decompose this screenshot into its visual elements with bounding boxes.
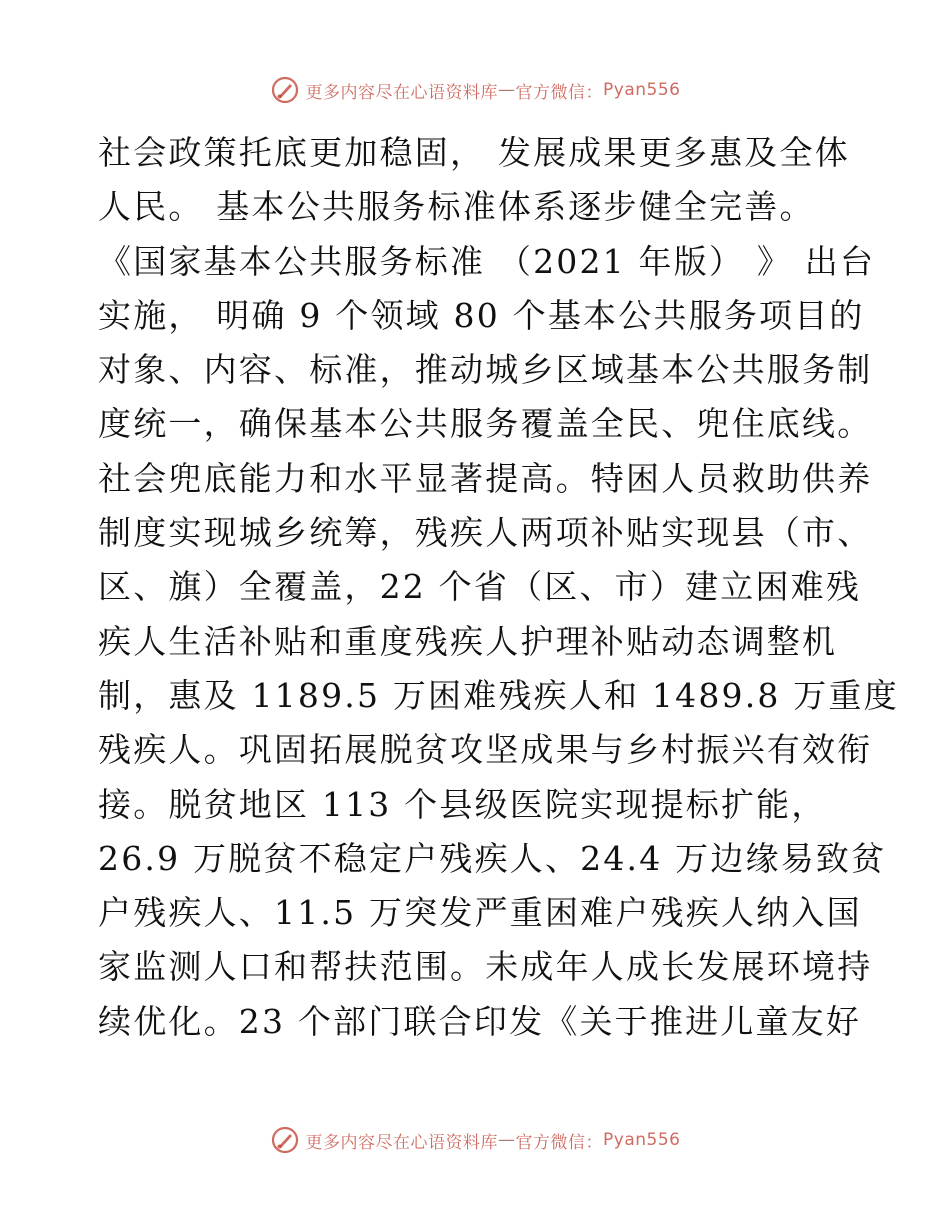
text-line: 户残疾人、11.5 万突发严重困难户残疾人纳入国 <box>98 893 862 933</box>
watermark-main-text: 更多内容尽在心语资料库 <box>305 82 499 103</box>
text-line: 疾人生活补贴和重度残疾人护理补贴动态调整机 <box>98 621 838 661</box>
watermark-wechat-label: 官方微信： <box>515 1132 604 1153</box>
watermark-wechat-id: Pyan556 <box>603 80 681 100</box>
text-line: 26.9 万脱贫不稳定户残疾人、24.4 万边缘易致贫 <box>98 838 887 878</box>
watermark-separator: — <box>498 80 516 100</box>
watermark-wechat-label: 官方微信： <box>515 82 604 103</box>
text-line: 续优化。23 个部门联合印发《关于推进儿童友好 <box>98 1001 862 1041</box>
header-watermark <box>0 72 950 108</box>
text-line: 制度实现城乡统筹，残疾人两项补贴实现县（市、 <box>98 513 873 553</box>
text-line: 社会兜底能力和水平显著提高。特困人员救助供养 <box>98 458 873 498</box>
quill-logo-icon <box>270 75 300 105</box>
watermark-wechat-id: Pyan556 <box>603 1130 681 1150</box>
text-line: 实施， 明确 9 个领域 80 个基本公共服务项目的 <box>98 295 865 335</box>
text-line: 对象、内容、标准，推动城乡区域基本公共服务制 <box>98 350 873 390</box>
footer-watermark <box>0 1122 950 1158</box>
text-line: 人民。 基本公共服务标准体系逐步健全完善。 <box>98 187 815 227</box>
watermark-main-text: 更多内容尽在心语资料库 <box>305 1132 499 1153</box>
text-line: 社会政策托底更加稳固， 发展成果更多惠及全体 <box>98 133 850 172</box>
document-body <box>98 126 899 1049</box>
text-line: 区、旗）全覆盖，22 个省（区、市）建立困难残 <box>98 567 862 607</box>
text-line: 残疾人。巩固拓展脱贫攻坚成果与乡村振兴有效衔 <box>98 730 873 770</box>
quill-logo-icon <box>270 1125 300 1155</box>
text-line: 《国家基本公共服务标准 （2021 年版） 》 出台 <box>98 241 876 281</box>
watermark-separator: — <box>498 1130 516 1150</box>
text-line: 度统一，确保基本公共服务覆盖全民、兜住底线。 <box>98 404 873 444</box>
text-line: 制，惠及 1189.5 万困难残疾人和 1489.8 万重度 <box>98 675 899 715</box>
text-line: 家监测人口和帮扶范围。未成年人成长发展环境持 <box>98 947 873 987</box>
text-line: 接。脱贫地区 113 个县级医院实现提标扩能， <box>98 784 827 824</box>
